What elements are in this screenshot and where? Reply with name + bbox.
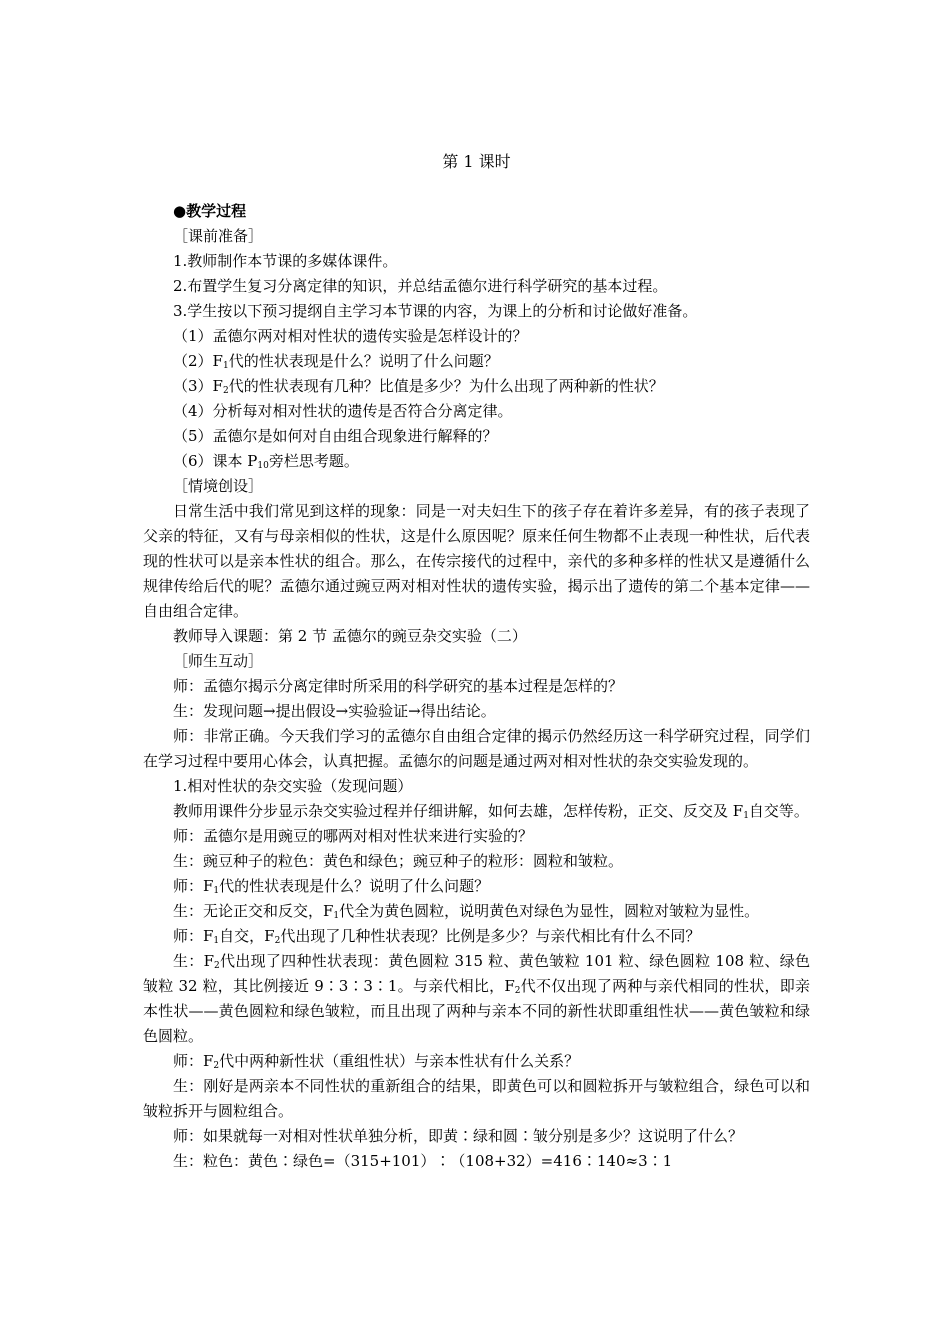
- label-preparation: ［课前准备］: [173, 227, 264, 245]
- dialog-2: 生：发现问题→提出假设→实验验证→得出结论。: [173, 702, 496, 720]
- dialog-1: 师：孟德尔揭示分离定律时所采用的科学研究的基本过程是怎样的？: [173, 677, 624, 695]
- outline-q3-b: 代的性状表现有几种？比值是多少？为什么出现了两种新的性状？: [228, 377, 664, 395]
- lesson-title: 第 1 课时: [442, 152, 511, 171]
- dialog-9-a: 生：F: [173, 952, 214, 970]
- outline-q5: （5）孟德尔是如何对自由组合现象进行解释的？: [173, 427, 498, 445]
- outline-q6-b: 旁栏思考题。: [268, 452, 359, 470]
- outline-q3-a: （3）F: [173, 377, 223, 395]
- dialog-11: 生：刚好是两亲本不同性状的重新组合的结果，即黄色可以和圆粒拆开与皱粒组合，绿色可以和皱粒拆开与圆粒组合。: [143, 1077, 810, 1120]
- outline-q6-sub: 10: [257, 461, 269, 471]
- dialog-8-a: 师：F: [173, 927, 214, 945]
- outline-q1: （1）孟德尔两对相对性状的遗传实验是怎样设计的？: [173, 327, 528, 345]
- dialog-6-a: 师：F: [173, 877, 214, 895]
- dialog-7-sub: 1: [333, 911, 340, 921]
- outline-q3-sub: 2: [222, 386, 229, 396]
- outline-q6: [143, 449, 810, 474]
- dialog-9: [143, 949, 810, 1049]
- dialog-8-sub2: 2: [274, 936, 281, 946]
- dialog-7-a: 生：无论正交和反交，F: [173, 902, 334, 920]
- teacher-demo-b: 自交等。: [748, 802, 809, 820]
- dialog-6-sub: 1: [213, 886, 220, 896]
- dialog-7: [143, 899, 810, 924]
- dialog-8-c: 代出现了几种性状表现？比例是多少？与亲代相比有什么不同？: [280, 927, 701, 945]
- dialog-8: [143, 924, 810, 949]
- dialog-9-sub1: 2: [214, 961, 220, 971]
- outline-q6-a: （6）课本 P: [173, 452, 258, 470]
- scenario-text: 日常生活中我们常见到这样的现象：同是一对夫妇生下的孩子存在着许多差异，有的孩子表现了父亲的特征，又有与母亲相似的性状，这是什么原因呢？原来任何生物都不止表现一种性状，后代表现的性状可以是亲本性状的组合。那么，在传宗接代的过程中，亲代的多种多样的性状又是遵循什么规律传给后代的呢？孟德尔通过豌豆两对相对性状的遗传实验，揭示出了遗传的第二个基本定律——自由组合定律。: [143, 502, 810, 620]
- document-page: [143, 150, 810, 1174]
- dialog-8-sub1: 1: [213, 936, 220, 946]
- outline-q2: [143, 349, 810, 374]
- dialog-7-b: 代全为黄色圆粒，说明黄色对绿色为显性，圆粒对皱粒为显性。: [339, 902, 760, 920]
- section-heading: ●教学过程: [173, 202, 247, 220]
- dialog-9-c: 代不仅出现了两种与亲代相同的性状，即亲本性状——黄色圆粒和绿色皱粒，而且出现了两种与亲本不同的新性状即重组性状——黄色皱粒和绿色圆粒。: [143, 977, 810, 1045]
- teacher-demo: [143, 799, 810, 824]
- dialog-9-sub2: 2: [514, 986, 521, 996]
- outline-q2-a: （2）F: [173, 352, 223, 370]
- dialog-10: [143, 1049, 810, 1074]
- prep-item-3: 3.学生按以下预习提纲自主学习本节课的内容，为课上的分析和讨论做好准备。: [173, 302, 698, 320]
- prep-item-2: 2.布置学生复习分离定律的知识，并总结孟德尔进行科学研究的基本过程。: [173, 277, 668, 295]
- outline-q2-sub: 1: [222, 361, 229, 371]
- outline-q3: [143, 374, 810, 399]
- teacher-demo-a: 教师用课件分步显示杂交实验过程并仔细讲解，如何去雄，怎样传粉，正交、反交及 F: [173, 802, 744, 820]
- teacher-demo-sub: 1: [743, 811, 749, 821]
- dialog-10-a: 师：F: [173, 1052, 214, 1070]
- outline-q2-b: 代的性状表现是什么？说明了什么问题？: [228, 352, 499, 370]
- dialog-12: 师：如果就每一对相对性状单独分析，即黄∶绿和圆∶皱分别是多少？这说明了什么？: [173, 1127, 744, 1145]
- label-interaction: ［师生互动］: [173, 652, 264, 670]
- label-scenario: ［情境创设］: [173, 477, 264, 495]
- dialog-6: [143, 874, 810, 899]
- dialog-13: 生：粒色：黄色∶绿色=（315+101）∶（108+32）=416∶140≈3∶1: [173, 1152, 673, 1170]
- subsection-1: 1.相对性状的杂交实验（发现问题）: [173, 777, 413, 795]
- dialog-8-b: 自交，F: [219, 927, 275, 945]
- topic-intro: 教师导入课题：第 2 节 孟德尔的豌豆杂交实验（二）: [173, 627, 527, 645]
- dialog-5: 生：豌豆种子的粒色：黄色和绿色；豌豆种子的粒形：圆粒和皱粒。: [173, 852, 624, 870]
- dialog-4: 师：孟德尔是用豌豆的哪两对相对性状来进行实验的？: [173, 827, 534, 845]
- dialog-10-b: 代中两种新性状（重组性状）与亲本性状有什么关系？: [219, 1052, 580, 1070]
- prep-item-1: 1.教师制作本节课的多媒体课件。: [173, 252, 398, 270]
- dialog-9-b: 代出现了四种性状表现：黄色圆粒 315 粒、黄色皱粒 101 粒、绿色圆粒 108 粒、绿色皱粒 32 粒，其比例接近 9∶3∶3∶1。与亲代相比，F: [143, 952, 810, 995]
- dialog-10-sub: 2: [213, 1061, 220, 1071]
- dialog-3: 师：非常正确。今天我们学习的孟德尔自由组合定律的揭示仍然经历这一科学研究过程，同学们在学习过程中要用心体会，认真把握。孟德尔的问题是通过两对相对性状的杂交实验发现的。: [143, 727, 810, 770]
- dialog-6-b: 代的性状表现是什么？说明了什么问题？: [219, 877, 490, 895]
- outline-q4: （4）分析每对相对性状的遗传是否符合分离定律。: [173, 402, 513, 420]
